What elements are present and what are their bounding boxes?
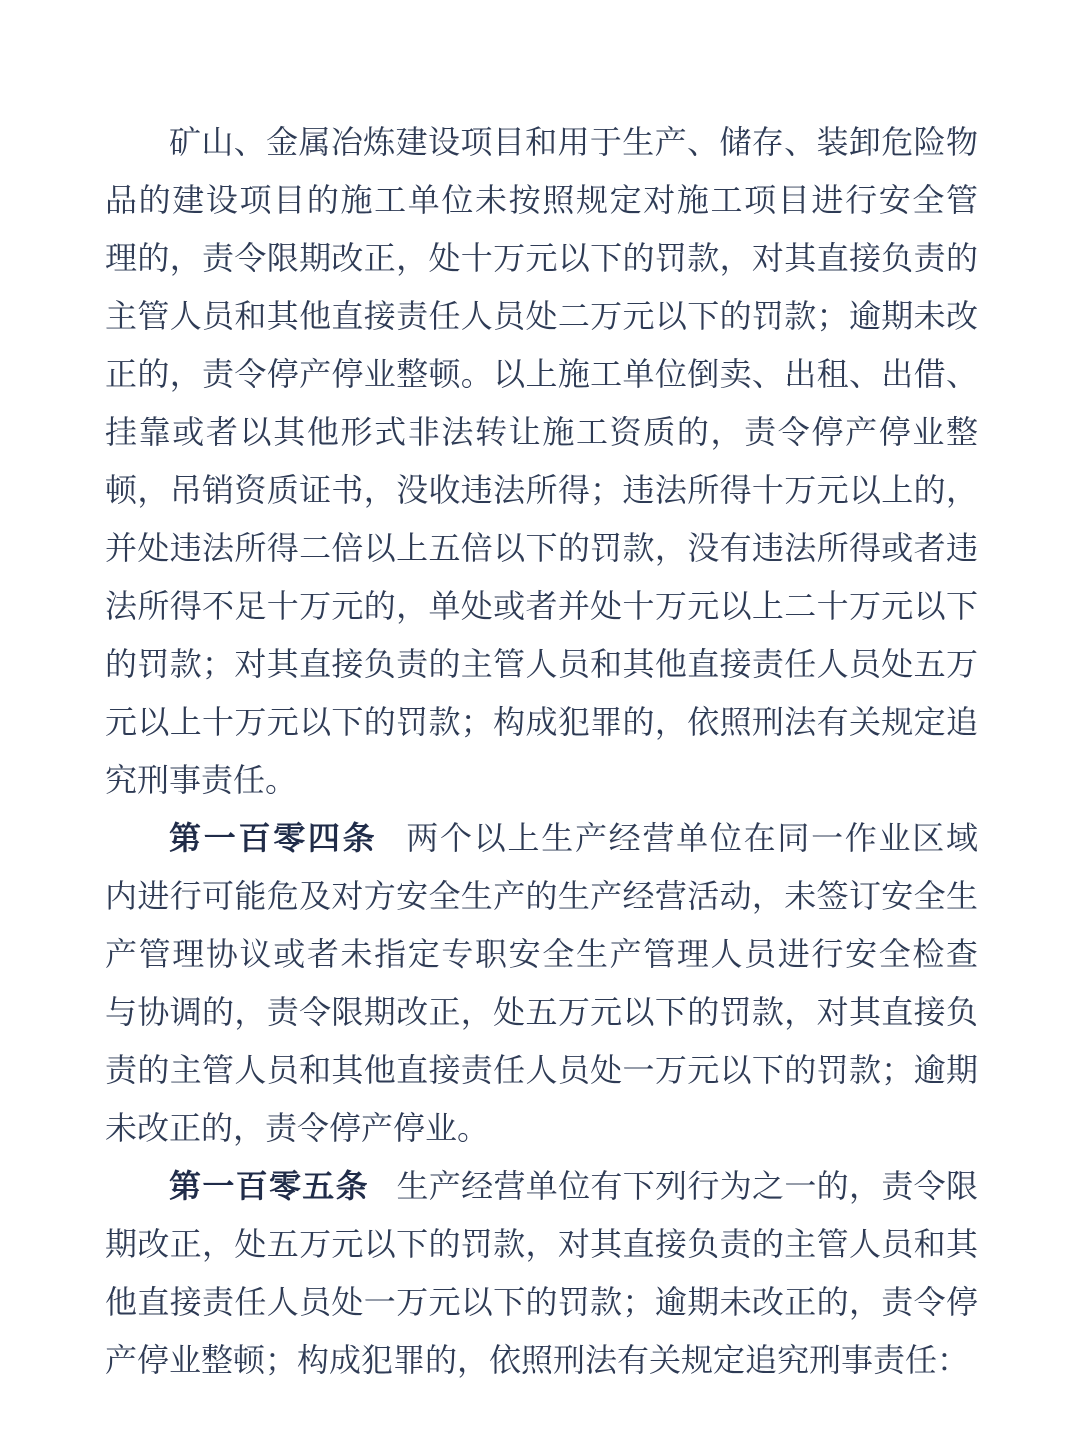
text-line: 的罚款；对其直接负责的主管人员和其他直接责任人员处五万 <box>105 646 978 682</box>
text-line: 法所得不足十万元的，单处或者并处十万元以上二十万元以下 <box>105 588 978 624</box>
text-line: 产停业整顿；构成犯罪的，依照刑法有关规定追究刑事责任： <box>105 1342 970 1378</box>
text-line: 挂靠或者以其他形式非法转让施工资质的，责令停产停业整 <box>105 414 978 450</box>
article-number-heading: 第一百零四条 <box>169 820 378 856</box>
legal-text-block <box>105 113 978 1389</box>
line-text: 两个以上生产经营单位在同一作业区域 <box>404 820 978 856</box>
text-line: 并处违法所得二倍以上五倍以下的罚款，没有违法所得或者违 <box>105 530 978 566</box>
line-text: 生产经营单位有下列行为之一的，责令限 <box>396 1168 978 1204</box>
text-line: 元以上十万元以下的罚款；构成犯罪的，依照刑法有关规定追 <box>105 704 978 740</box>
text-line: 理的，责令限期改正，处十万元以下的罚款，对其直接负责的 <box>105 240 978 276</box>
paragraph <box>105 1157 978 1389</box>
text-line: 矿山、金属冶炼建设项目和用于生产、储存、装卸危险物 <box>169 124 978 160</box>
paragraph <box>105 809 978 1157</box>
text-line: 责的主管人员和其他直接责任人员处一万元以下的罚款；逾期 <box>105 1052 978 1088</box>
text-line: 顿，吊销资质证书，没收违法所得；违法所得十万元以上的， <box>105 472 978 508</box>
text-line: 究刑事责任。 <box>105 762 298 798</box>
article-number-heading: 第一百零五条 <box>169 1168 369 1204</box>
paragraph <box>105 113 978 809</box>
text-line: 与协调的，责令限期改正，处五万元以下的罚款，对其直接负 <box>105 994 978 1030</box>
text-line <box>105 809 978 867</box>
text-line: 未改正的，责令停产停业。 <box>105 1110 490 1146</box>
text-line: 期改正，处五万元以下的罚款，对其直接负责的主管人员和其 <box>105 1226 978 1262</box>
text-line: 内进行可能危及对方安全生产的生产经营活动，未签订安全生 <box>105 878 978 914</box>
text-line: 品的建设项目的施工单位未按照规定对施工项目进行安全管 <box>105 182 978 218</box>
text-line: 正的，责令停产停业整顿。以上施工单位倒卖、出租、出借、 <box>105 356 978 392</box>
text-line: 他直接责任人员处一万元以下的罚款；逾期未改正的，责令停 <box>105 1284 978 1320</box>
text-line: 产管理协议或者未指定专职安全生产管理人员进行安全检查 <box>105 936 978 972</box>
text-line: 主管人员和其他直接责任人员处二万元以下的罚款；逾期未改 <box>105 298 978 334</box>
text-line <box>105 1157 978 1215</box>
